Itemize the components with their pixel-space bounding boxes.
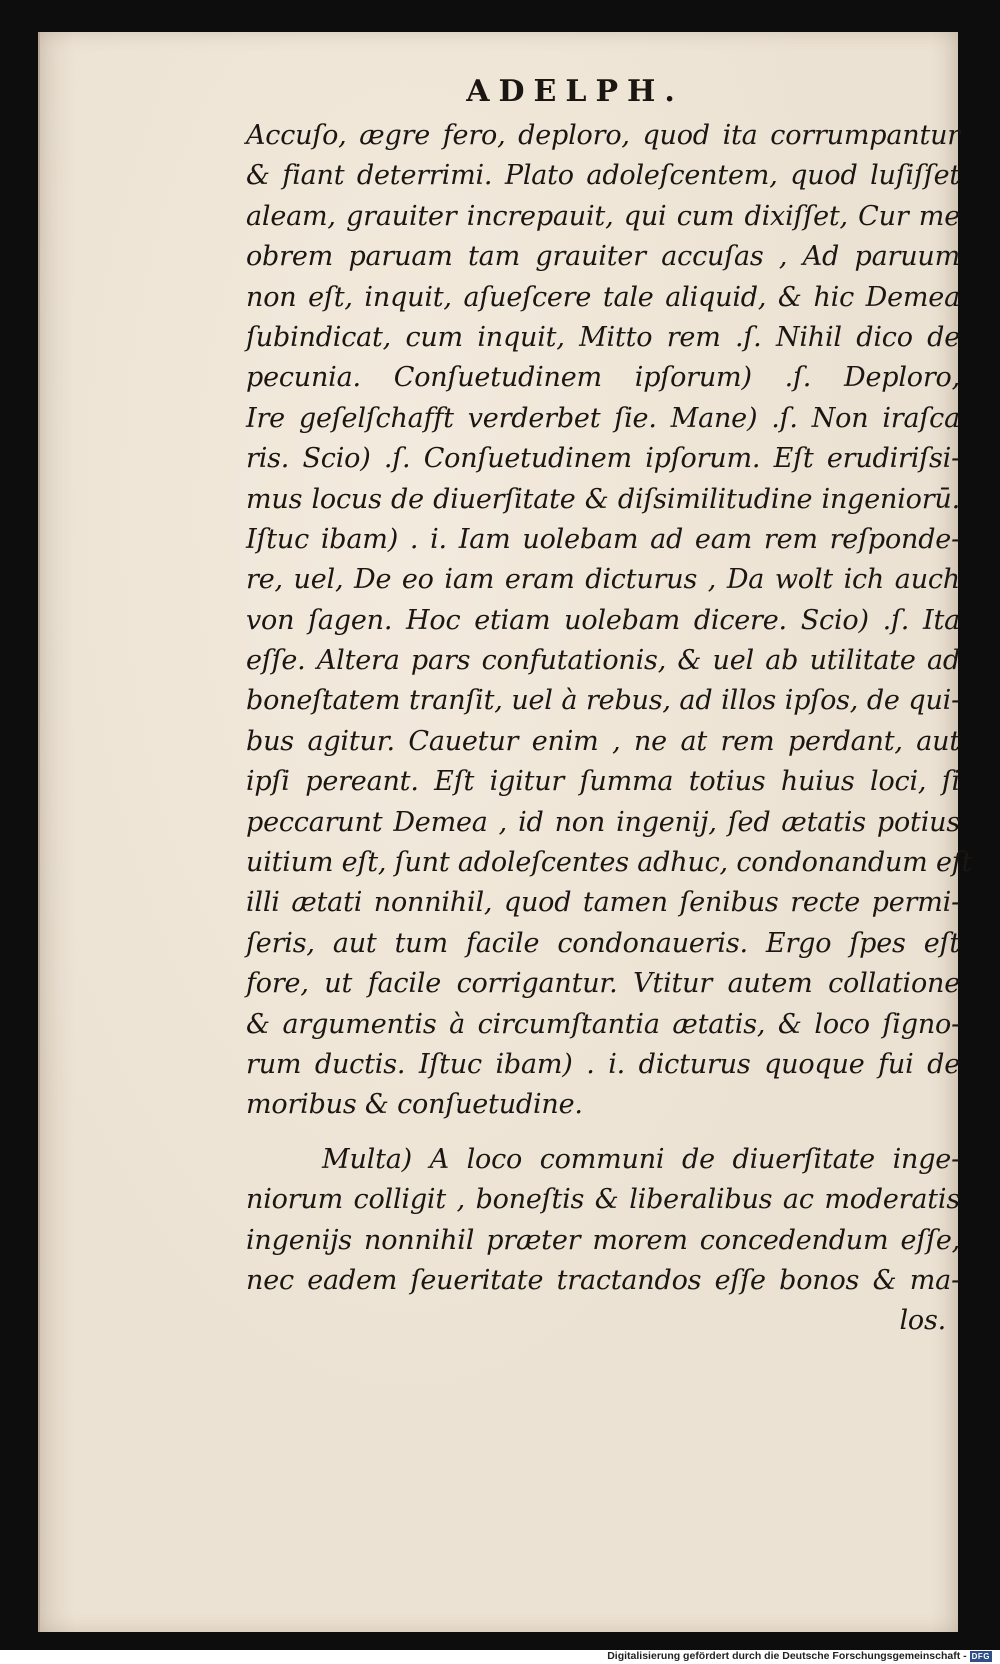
catchword: los.	[899, 1305, 946, 1337]
text-line: obrem paruam tam grauiter accuſas , Ad paruum	[246, 241, 960, 273]
text-line: moribus & conſuetudine.	[246, 1089, 583, 1121]
text-line: ingenijs nonnihil præter morem concedendum eſſe,	[246, 1224, 960, 1256]
text-line: illi ætati nonnihil, quod tamen ſenibus recte permi-	[246, 887, 960, 919]
paragraph-gap	[246, 1126, 960, 1140]
text-line: rum ductis. Iſtuc ibam) . i. dicturus quoque fui de	[246, 1048, 960, 1080]
text-line: ſeris, aut tum facile condonaueris. Ergo ſpes eſt	[246, 927, 960, 959]
text-line: Multa) A loco communi de diuerſitate inge-	[322, 1143, 960, 1175]
page-edge	[38, 32, 40, 1632]
text-line: ipſi pereant. Eſt igitur ſumma totius huius loci, ſi	[246, 766, 960, 798]
dfg-logo: DFG	[971, 1651, 990, 1661]
text-line: ris. Scio) .ſ. Conſuetudinem ipſorum. Eſt erudiriſsi-	[246, 443, 960, 475]
text-line: ſubindicat, cum inquit, Mitto rem .ſ. Nihil dico de	[246, 321, 960, 353]
text-line: fore, ut facile corrigantur. Vtitur autem collatione	[246, 968, 960, 1000]
text-line: eſſe. Altera pars confutationis, & uel ab utilitate ad	[246, 645, 960, 677]
text-line: non eſt, inquit, aſueſcere tale aliquid, & hic Demea	[246, 281, 960, 313]
digitization-footer	[607, 1649, 992, 1663]
text-line: re, uel, De eo iam eram dicturus , Da wolt ich auch	[246, 564, 960, 596]
text-line: niorum colligit , boneſtis & liberalibus ac moderatis	[246, 1184, 960, 1216]
text-block	[246, 116, 973, 1342]
text-line: & fiant deterrimi. Plato adoleſcentem, quod luſiſſet	[246, 160, 960, 192]
text-line: uitium eſt, ſunt adoleſcentes adhuc, condonandum eſt	[246, 847, 973, 879]
text-line: peccarunt Demea , id non ingenij, ſed ætatis potius	[246, 806, 960, 838]
text-line: aleam, grauiter increpauit, qui cum dixiſſet, Cur me	[246, 200, 960, 232]
text-line: Ire geſelſchafft verderbet ſie. Mane) .ſ. Non iraſca	[246, 402, 960, 434]
text-line: von ſagen. Hoc etiam uolebam dicere. Scio) .ſ. Ita	[246, 604, 960, 636]
footer-text: Digitalisierung gefördert durch die Deutsche Forschungsgemeinschaft -	[607, 1650, 967, 1662]
text-line: bus agitur. Cauetur enim , ne at rem perdant, aut	[246, 725, 960, 757]
text-line: nec eadem ſeueritate tractandos eſſe bonos & ma-	[246, 1264, 960, 1296]
text-line: pecunia. Conſuetudinem ipſorum) .ſ. Deploro,	[246, 362, 960, 394]
text-line: Iſtuc ibam) . i. Iam uolebam ad eam rem reſponde-	[246, 523, 960, 555]
text-line: Accuſo, ægre fero, deploro, quod ita corrumpantur	[246, 120, 960, 151]
text-line: mus locus de diuerſitate & diſsimilitudine ingeniorū.	[246, 483, 960, 515]
text-line: & argumentis à circumſtantia ætatis, & loco ſigno-	[246, 1008, 960, 1040]
running-head: ADELPH.	[466, 74, 684, 109]
text-line: boneſtatem tranſit, uel à rebus, ad illos ipſos, de qui-	[246, 685, 960, 717]
